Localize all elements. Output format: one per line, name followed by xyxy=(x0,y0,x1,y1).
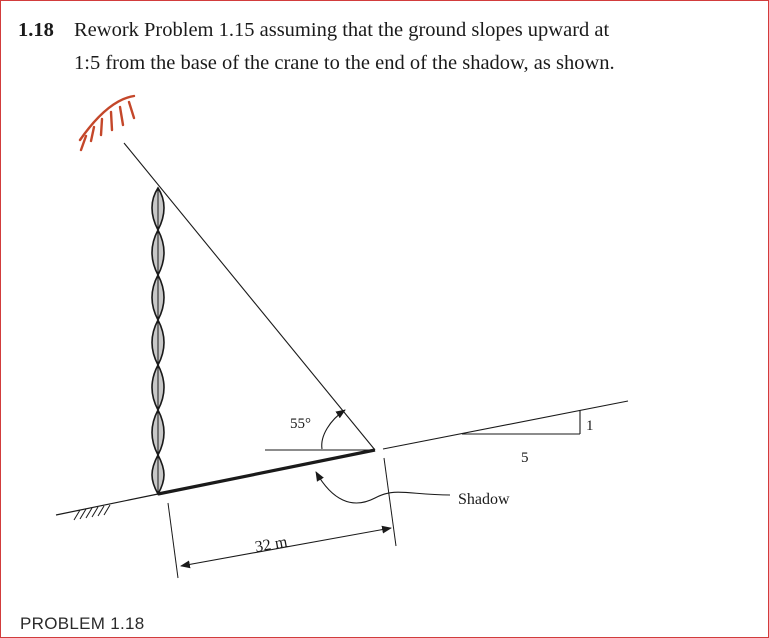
angle-label: 55° xyxy=(290,416,311,432)
figure-caption: PROBLEM 1.18 xyxy=(20,614,145,633)
dimension-extension-right xyxy=(384,458,396,546)
shadow-segment xyxy=(158,450,375,494)
ground-left xyxy=(56,494,158,520)
angle-arc xyxy=(322,410,345,449)
dimension-extension-left xyxy=(168,503,178,578)
sun-icon xyxy=(80,96,134,150)
crane-tower xyxy=(152,188,164,494)
problem-text-line-1: Rework Problem 1.15 assuming that the ground slopes upward at xyxy=(74,19,610,41)
slope-run-label: 5 xyxy=(521,450,529,466)
shadow-leader xyxy=(316,472,450,503)
shadow-label: Shadow xyxy=(458,491,510,508)
slope-rise-label: 1 xyxy=(586,418,594,434)
distance-label: 32 m xyxy=(253,533,289,556)
problem-text-line-2: 1:5 from the base of the crane to the end of the shadow, as shown. xyxy=(74,52,615,74)
problem-number: 1.18 xyxy=(18,19,54,41)
